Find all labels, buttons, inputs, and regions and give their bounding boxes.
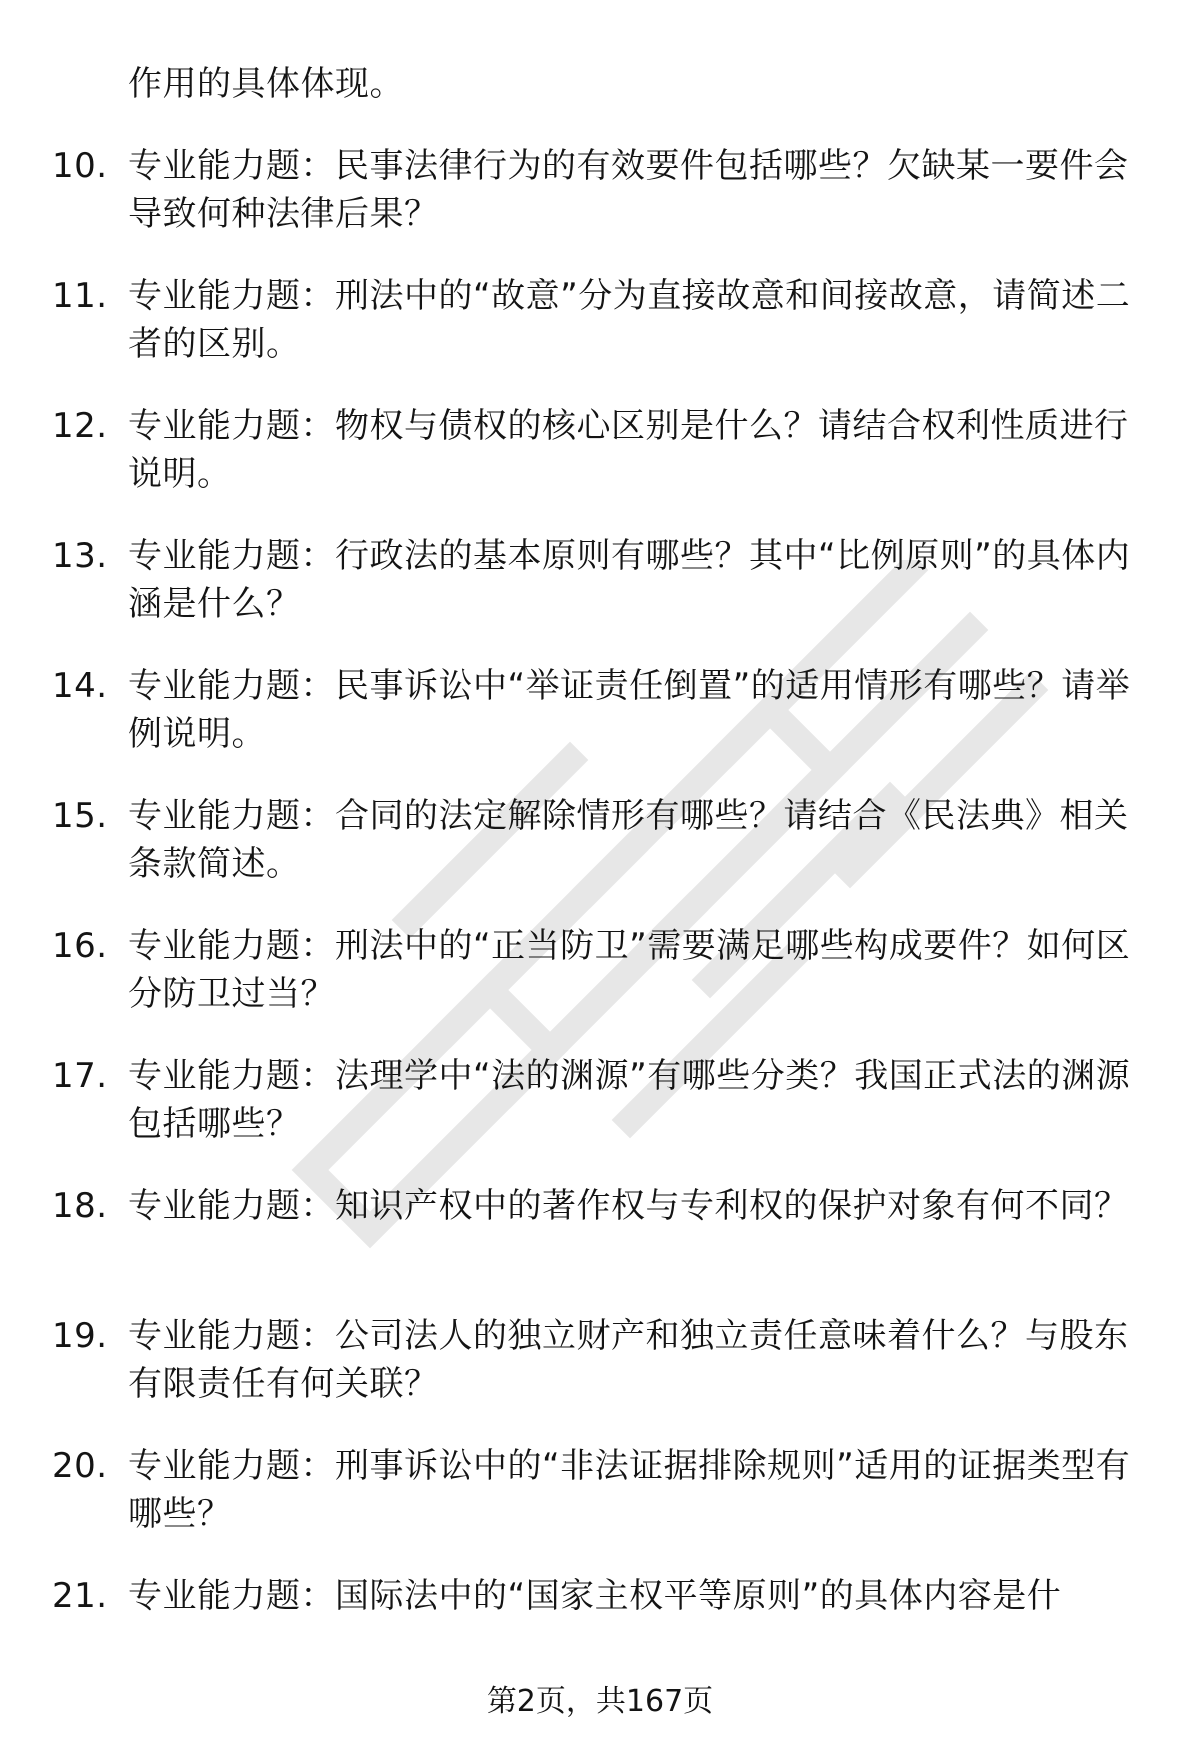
question-item (0, 1442, 1200, 1572)
question-text: 专业能力题：刑法中的“正当防卫”需要满足哪些构成要件？如何区分防卫过当？ (128, 926, 1131, 1014)
lead-text: 作用的具体体现。 (128, 64, 404, 104)
question-item (0, 1182, 1200, 1312)
question-number: 11. (52, 276, 108, 316)
question-text: 专业能力题：刑法中的“故意”分为直接故意和间接故意，请简述二者的区别。 (128, 276, 1131, 364)
page-footer: 第2页，共167页 (486, 1684, 714, 1719)
question-text: 专业能力题：物权与债权的核心区别是什么？请结合权利性质进行说明。 (128, 406, 1129, 494)
question-number: 13. (52, 536, 108, 576)
question-text: 专业能力题：刑事诉讼中的“非法证据排除规则”适用的证据类型有哪些？ (128, 1446, 1131, 1534)
question-list (0, 142, 1200, 1702)
question-text: 专业能力题：国际法中的“国家主权平等原则”的具体内容是什 (128, 1576, 1062, 1616)
question-number: 12. (52, 406, 108, 446)
question-number: 16. (52, 926, 108, 966)
question-number: 21. (52, 1576, 108, 1616)
question-number: 15. (52, 796, 108, 836)
question-item (0, 1312, 1200, 1442)
question-number: 19. (52, 1316, 108, 1356)
question-item (0, 662, 1200, 792)
question-number: 18. (52, 1186, 108, 1226)
question-item (0, 532, 1200, 662)
question-number: 14. (52, 666, 108, 706)
question-text: 专业能力题：民事法律行为的有效要件包括哪些？欠缺某一要件会导致何种法律后果？ (128, 146, 1129, 234)
question-text: 专业能力题：知识产权中的著作权与专利权的保护对象有何不同？ (128, 1186, 1129, 1226)
question-item (0, 142, 1200, 272)
question-item (0, 922, 1200, 1052)
question-number: 20. (52, 1446, 108, 1486)
question-text: 专业能力题：行政法的基本原则有哪些？其中“比例原则”的具体内涵是什么？ (128, 536, 1131, 624)
question-text: 专业能力题：民事诉讼中“举证责任倒置”的适用情形有哪些？请举例说明。 (128, 666, 1131, 754)
question-item (0, 272, 1200, 402)
question-number: 10. (52, 146, 108, 186)
question-text: 专业能力题：公司法人的独立财产和独立责任意味着什么？与股东有限责任有何关联？ (128, 1316, 1129, 1404)
question-text: 专业能力题：合同的法定解除情形有哪些？请结合《民法典》相关条款简述。 (128, 796, 1129, 884)
question-item (0, 1052, 1200, 1182)
question-text: 专业能力题：法理学中“法的渊源”有哪些分类？我国正式法的渊源包括哪些？ (128, 1056, 1131, 1144)
question-item (0, 402, 1200, 532)
question-number: 17. (52, 1056, 108, 1096)
question-item (0, 792, 1200, 922)
